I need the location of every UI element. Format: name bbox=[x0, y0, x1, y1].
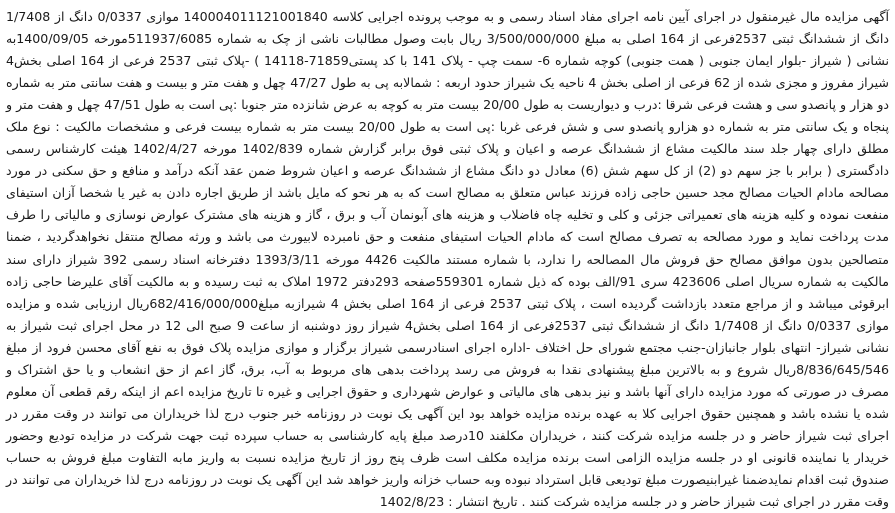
auction-notice-text bbox=[6, 6, 890, 510]
notice-body: آگهی مزایده مال غیرمنقول در اجرای آیین نامه اجرای مفاد اسناد رسمی و به موجب پرونده اجرایی کلاسه 140004011121001840 موازی 0/0337 دانگ از 1/7408 دانگ از ششدانگ ثبتی 2537فرعی از 164 اصلی به مبلغ 3/500/000/000 ریال بابت وصول مطالبات ناشی از چک به شماره 511937/6085مورخه 1400/09/05به نشانی ( شیراز -بلوار ایمان جنوبی ( همت جنوبی) کوچه شماره 6- سمت چپ - پلاک 141 با کد پستی71859-14118 ) -پلاک ثبتی 2537 فرعی از 164 اصلی بخش4 شیراز مفروز و مجزی شده از 62 فرعی از اصلی بخش 4 ناحیه یک شیراز حدود اربعه : شمالابه پی به طول 47/27 چهل و هفت متر و بیست و هفت سانتی متر به شماره دو هزار و پانصدو سی و هشت فرعی شرقا :درب و دیواریست به طول 20/00 بیست متر به کوچه به عرض شانزده متر جنوبا :پی است به طول 47/51 چهل و هفت متر و پنجاه و یک سانتی متر به شماره دو هزارو پانصدو سی و شش فرعی غربا :پی است به طول 20/00 بیست متر به شماره بیست فرعی و مشخصات مالکیت : نوع ملک مطلق دارای چهار جلد سند مالکیت مشاع از ششدانگ عرصه و اعیان و پلاک ثبتی فوق برابر گزارش شماره 1402/839 مورخه 1402/4/27 هیئت کارشناس رسمی دادگستری ( برابر با جز سهم دو (2) از کل سهم شش (6) معادل دو دانگ مشاع از ششدانگ عرصه و اعیان شروط ضمن عقد آنکه درآمد و منافع و حق سکنی در مورد مصالحه مادام الحیات مصالح مجد حسین حاجی زاده فرزند عباس متعلق به مصالح است که به هر نحو که مایل باشد از طریق اجاره دادن به غیر یا شخصا آزان استیفای منفعت نموده و کلیه هزینه های تعمیراتی جزئی و کلی و تخلیه چاه فاضلاب و هزینه های آبونمان آب و برق ، گاز و هزینه های مشترک عوارض نوسازی و مالیاتی را طرف مدت پرداخت نماید و مورد مصالحه به تصرف مصالح است که مادام الحیات استیفای منفعت و حق نامبرده لابیورث می باشد و ورثه مصالح منتقل نخواهدگردید ، ضمنا متصالحین بدون موافق مصالح حق فروش مال المصالحه را ندارد، با شماره مستند مالکیت 4426 مورخه 1393/3/11 دفترخانه اسناد رسمی 392 شیراز دارای سند مالکیت به شماره سریال اصلی 423606 سری 91/الف بوده که ذیل شماره 559301صفحه 293دفتر 1972 املاک به ثبت رسیده و به مالکیت آقای علیرضا حاجی زاده ابرقوئی میباشد و از مراجع متعدد بازداشت گردیده است ، پلاک ثبتی 2537 فرعی از 164 اصلی بخش 4 شیرازبه مبلغ682/416/000/000ریال ارزیابی شده و مزایده موازی 0/0337 دانگ از 1/7408 دانگ از ششدانگ ثبتی 2537فرعی از 164 اصلی بخش4 شیراز روز دوشنبه از ساعت 9 صبح الی 12 در محل اجرای ثبت شیراز به نشانی شیراز- انتهای بلوار جانبازان-جنب مجتمع شورای حل اختلاف -اداره اجرای اسنادرسمی شیراز برگزار و موازی مزایده پلاک فوق به نفع آقای محسن فرود از مبلغ 8/836/645/546ریال شروع و به بالاترین مبلغ پیشنهادی نقدا به فروش می رسد پرداخت بدهی های مربوط به آب، برق، گاز اعم از حق انشعاب و یا حق اشتراک و مصرف در صورتی که مورد مزایده دارای آنها باشد و نیز بدهی های مالیاتی و عوارض شهرداری و حقوق اجرایی و غیره تا تاریخ مزایده اعم از اینکه رقم قطعی آن معلوم شده یا نشده باشد و همچنین حقوق اجرایی کلا به عهده برنده مزایده خواهد بود این آگهی یک نوبت در روزنامه خبر جنوب درج لذا خریداران می توانند در وقت مقرر در اجرای ثبت شیراز حاضر و در جلسه مزایده شرکت کنند ، خریداران مکلفند 10درصد مبلغ پایه کارشناسی به حساب سپرده ثبت جهت شرکت در مزایده تودیع وحضور خریدار یا نماینده قانونی او در جلسه مزایده الزامی است برنده مزایده مکلف است ظرف پنج روز از تاریخ مزایده نسبت به واریز مابه التفاوت مبلغ فروش به حساب صندوق ثبت اقدام نمایدضمنا غیرابنیصورت مبلغ تودیعی قابل استرداد نبوده وبه حساب خزانه واریز خواهد شد این آگهی یک نوبت در روزنامه درج لذا خریداران می توانند در وقت مقرر در اجرای ثبت شیراز حاضر و در جلسه مزایده شرکت کنند . تاریخ انتشار : 1402/8/23 bbox=[6, 9, 890, 510]
